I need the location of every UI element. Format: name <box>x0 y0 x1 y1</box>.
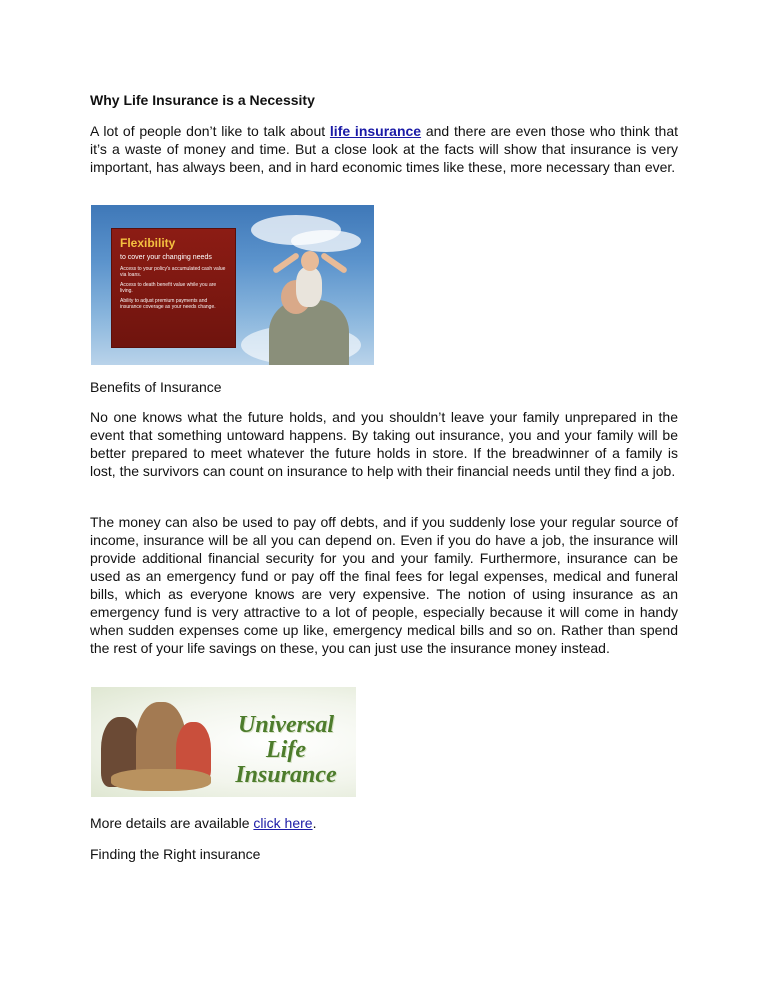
more-details-text: More details are available <box>90 815 254 831</box>
intro-text-start: A lot of people don’t like to talk about <box>90 123 330 139</box>
intro-paragraph <box>90 122 678 176</box>
flexibility-heading: Flexibility <box>120 236 176 250</box>
page-title: Why Life Insurance is a Necessity <box>90 92 315 108</box>
uli-line-2: Life <box>266 737 306 763</box>
universal-life-insurance-logo-text <box>221 713 351 788</box>
flexibility-subheading: to cover your changing needs <box>120 254 212 261</box>
finding-heading: Finding the Right insurance <box>90 846 261 862</box>
more-details-line <box>90 814 316 832</box>
flexibility-banner-image <box>91 205 374 365</box>
flexibility-item: Ability to adjust premium payments and insurance coverage as your needs change. <box>120 298 216 310</box>
family-shape <box>111 769 211 791</box>
child-head-shape <box>301 251 319 271</box>
flexibility-item: Access to your policy's accumulated cash value via loans. <box>120 266 226 278</box>
click-here-link[interactable]: click here <box>253 815 313 831</box>
flexibility-item: Access to death benefit value while you are living. <box>120 282 217 294</box>
intro-text-end: and there are even those who think that it’s a waste of money and time. But a close look at the facts will show that insurance is very important, has always been, and in hard economic times like these, more necessary than ever. <box>90 123 679 175</box>
father-body-shape <box>269 300 349 365</box>
uli-line-3: Insurance <box>235 762 337 788</box>
flexibility-box <box>111 228 236 348</box>
child-arm-right <box>320 252 348 274</box>
more-details-period: . <box>312 815 317 831</box>
benefits-heading: Benefits of Insurance <box>90 379 222 395</box>
universal-life-insurance-image <box>91 687 356 797</box>
child-body-shape <box>296 267 322 307</box>
uli-line-1: Universal <box>238 712 334 738</box>
child-arm-left <box>272 252 300 274</box>
benefits-paragraph-1: No one knows what the future holds, and you shouldn’t leave your family unprepared in the event that something untoward happens. By taking out insurance, you and your family will be better prepared to meet whatever the future holds in store. If the breadwinner of a family is lost, the survivors can count on insurance to help with their financial needs until they find a job. <box>90 409 678 479</box>
benefits-paragraph-2: The money can also be used to pay off debts, and if you suddenly lose your regular source of income, insurance will be all you can depend on. Even if you do have a job, the insurance will provide additional financial security for you and your family. Furthermore, insurance can be used as an emergency fund or pay off the final fees for legal expenses, medical and funeral bills, which as everyone knows are very expensive. The notion of using insurance as an emergency fund is very attractive to a lot of people, especially because it will come in handy when sudden expenses come up like, emergency medical bills and so on. Rather than spend the rest of your life savings on these, you can just use the insurance money instead. <box>90 514 678 656</box>
life-insurance-link[interactable]: life insurance <box>329 123 422 139</box>
